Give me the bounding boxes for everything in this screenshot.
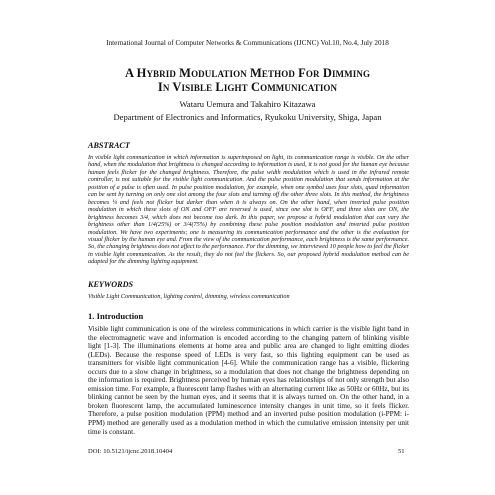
- abstract-text: In visible light communication in which information is superimposed on light, its communication range is visible. On the other hand, when the modulation that brightness is changed according to information is used, it is not good for the human eye because human feels flicker for the changed brightness. Therefore, the pulse width modulation which is used in the infrared remote controller, is not suitable for the visible light communication. And the pulse position modulation that sends information at the position of a pulse is often used. In pulse position modulation, for example, when one symbol uses four slots, quad information can be sent by turning on only one slot among the four slots and turning off the other three slots. In this method, the brightness becomes ¼ and feels not flicker but darker than when it is always on. On the other hand, when inverted pulse position modulation in which these slots of ON and OFF are reversed is used, since one slot is OFF, and three slots are ON, the brightness becomes 3/4, which does not become too dark. In this paper, we propose a hybrid modulation that can vary the brightness other than 1/4(25%) or 3/4(75%) by combining these pulse position modulation and inverted pulse position modulation. We have two experiments; one is measuring its communication performance and the other is the evaluation for visual flicker by the human eye and. From the view of the communication performance, each brightness is the same performance. So, the changing brightness does not affect to the performance. For the dimming, we interviewed 10 people how to feel the flicker in visible light communication. As the result, they do not feel the flickers. So, our proposed hybrid modulation method can be adapted for the dimming lighting equipment.: [88, 154, 410, 266]
- introduction-text: Visible light communication is one of the wireless communications in which carrier is the visible light band in the electromagnetic wave and information is encoded according to the changing pattern of blinking visible light [1-3]. The illuminations elements at home area and public area are changed to light emitting diodes (LEDs). Because the response speed of LEDs is very fast, so this lighting equipment can be used as transmitters for visible light communication [4-6]. While the communication range has a visible, flickering occurs due to a slow change in brightness, so a modulation that does not change the brightness depending on the information is required. Brightness perceived by human eyes has relationships of not only strength but also emission time. For example, a fluorescent lamp flashes with an alternating current like as 50Hz or 60Hz, but its blinking cannot be seen by the human eyes, and it seems that it is always turned on. On the other hand, in a broken fluorescent lamp, the accumulated luminescence intensity changes in unit time, so it feels flicker. Therefore, a pulse position modulation (PPM) method and an inverted pulse position modulation (i-PPM: i-PPM) method are generally used as a modulation method in which the cumulative emission intensity per unit time is constant.: [88, 325, 409, 436]
- keywords-text: Visible Light Communication, lighting control, dimming, wireless communication: [88, 293, 290, 300]
- paper-title-line-1: A Hybrid Modulation Method For Dimming: [124, 66, 371, 80]
- introduction-heading: 1. Introduction: [88, 311, 144, 321]
- paper-title: [20, 66, 475, 94]
- abstract-heading: ABSTRACT: [88, 141, 130, 150]
- paper-title-line-2: In Visible Light Communication: [157, 80, 338, 94]
- footer-doi: DOI: 10.5121/ijcnc.2018.10404: [88, 448, 173, 455]
- keywords-heading: KEYWORDS: [88, 280, 134, 289]
- footer-page-number: 51: [398, 448, 405, 455]
- author-list: Wataru Uemura and Takahiro Kitazawa: [179, 99, 316, 109]
- author-affiliation: Department of Electronics and Informatics, Ryukoku University, Shiga, Japan: [113, 112, 382, 122]
- journal-header: International Journal of Computer Networks & Communications (IJCNC) Vol.10, No.4, July 2018: [106, 39, 389, 47]
